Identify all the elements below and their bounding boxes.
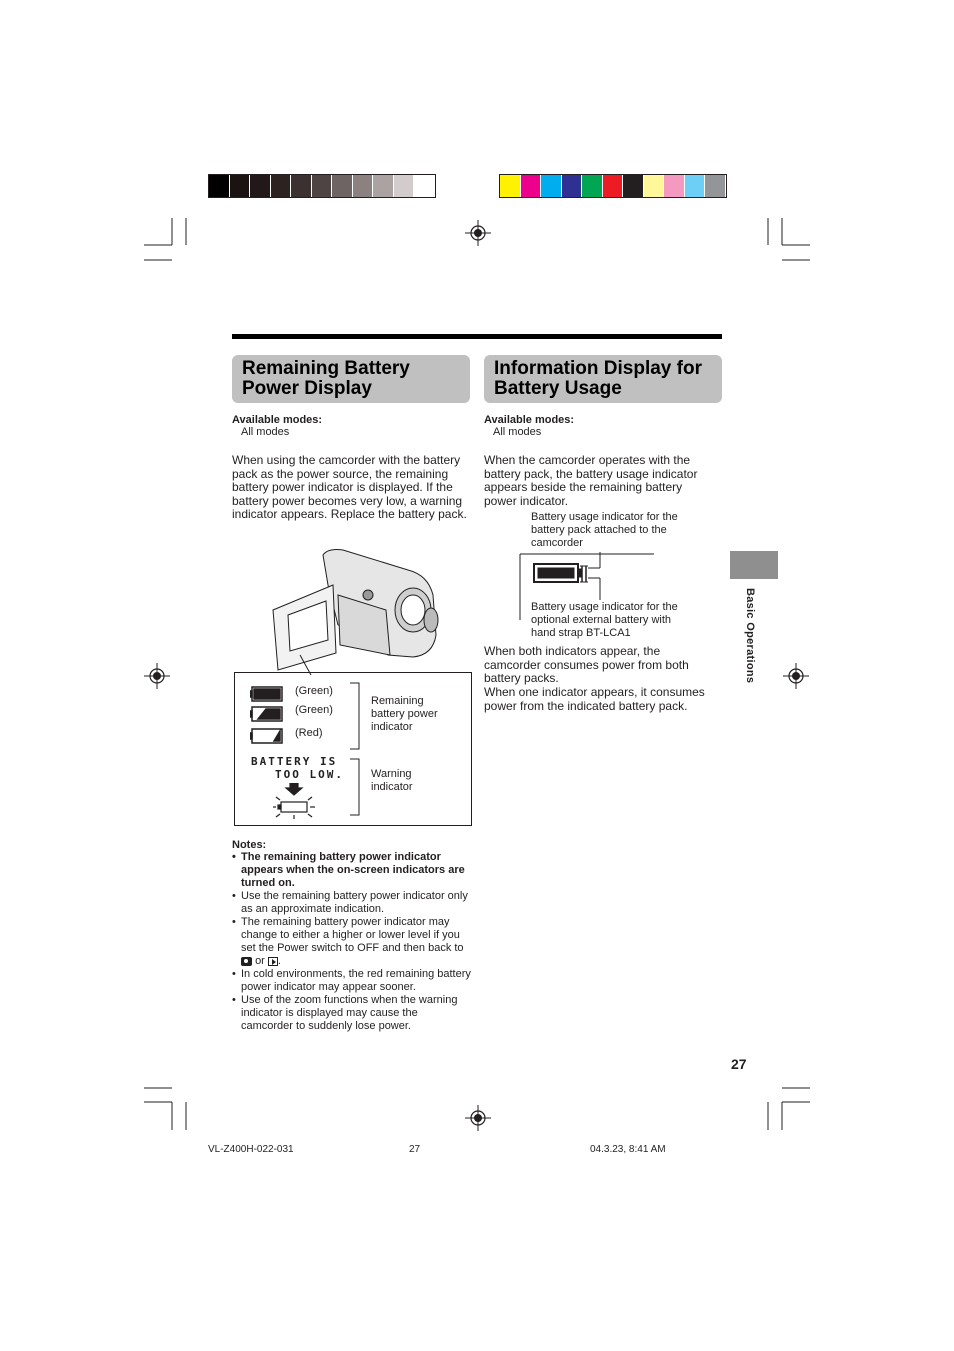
right-paragraph-2: When both indicators appear, the camcorder consumes power from both battery packs. [484, 644, 689, 685]
note-item: • In cold environments, the red remaining battery power indicator may appear sooner. [232, 968, 472, 994]
remaining-indicator-label: Remaining battery power indicator [371, 695, 438, 733]
left-intro-paragraph: When using the camcorder with the battery pack as the power source, the remaining battery power indicator is displayed. If the battery power becomes very low, a warning indicator appears. Replace the battery pack. [232, 453, 467, 521]
camcorder-illustration [268, 545, 443, 675]
registration-target-icon [144, 663, 170, 689]
right-paragraph-3: When one indicator appears, it consumes power from the indicated battery pack. [484, 685, 705, 713]
left-modes-value: All modes [241, 426, 290, 438]
level3-label: (Red) [295, 727, 323, 739]
section-rule [232, 334, 722, 339]
footer-page: 27 [409, 1144, 421, 1155]
level1-label: (Green) [295, 685, 333, 697]
right-section-heading-box [484, 355, 722, 403]
section-tab-marker [730, 551, 778, 579]
note-text: The remaining battery power indicator may change to either a higher or lower level if you set the Power switch to OFF and then back to [241, 916, 464, 954]
play-mode-icon [268, 957, 278, 966]
notes-title: Notes: [232, 839, 267, 851]
warning-text-line1: BATTERY IS [251, 755, 338, 768]
battery-level-icons [250, 685, 285, 745]
left-section-heading-box [232, 355, 470, 403]
left-modes [232, 414, 472, 439]
right-modes-label: Available modes: [484, 414, 575, 426]
camera-mode-icon [241, 957, 252, 966]
registration-target-icon [783, 663, 809, 689]
note-item: • Use of the zoom functions when the warning indicator is displayed may cause the camcorder to suddenly lose power. [232, 994, 472, 1033]
registration-target-icon [465, 1105, 491, 1131]
right-section-heading: Information Display for Battery Usage [494, 358, 702, 399]
callout-attached-battery: Battery usage indicator for the battery pack attached to the camcorder [531, 511, 678, 549]
footer-timestamp: 04.3.23, 8:41 AM [590, 1144, 666, 1155]
notes-list [232, 851, 472, 1033]
right-modes [484, 414, 722, 439]
blinking-battery-icon [273, 783, 315, 819]
notes-section [232, 839, 472, 1033]
warning-indicator-label: Warning indicator [371, 768, 413, 793]
bracket-lines [350, 681, 362, 817]
note-or: or [255, 955, 265, 967]
note-item [232, 916, 472, 968]
footer-document-code: VL-Z400H-022-031 [208, 1144, 294, 1155]
right-intro-paragraph: When the camcorder operates with the battery pack, the battery usage indicator appears beside the remaining battery power indicator. [484, 453, 698, 508]
battery-indicator-diagram [234, 672, 472, 826]
section-tab-label: Basic Operations [744, 588, 756, 684]
note-item: • Use the remaining battery power indicator only as an approximate indication. [232, 890, 472, 916]
right-modes-value: All modes [493, 426, 542, 438]
level2-label: (Green) [295, 704, 333, 716]
page-number: 27 [731, 1056, 747, 1072]
callout-external-battery: Battery usage indicator for the optional external battery with hand strap BT-LCA1 [531, 601, 678, 639]
left-section-heading: Remaining Battery Power Display [242, 358, 410, 399]
note-period: . [277, 955, 281, 967]
warning-text-line2: TOO LOW. [275, 768, 344, 781]
left-modes-label: Available modes: [232, 414, 323, 426]
registration-target-icon [465, 220, 491, 246]
note-item: • The remaining battery power indicator appears when the on-screen indicators are turned on. [232, 851, 472, 890]
